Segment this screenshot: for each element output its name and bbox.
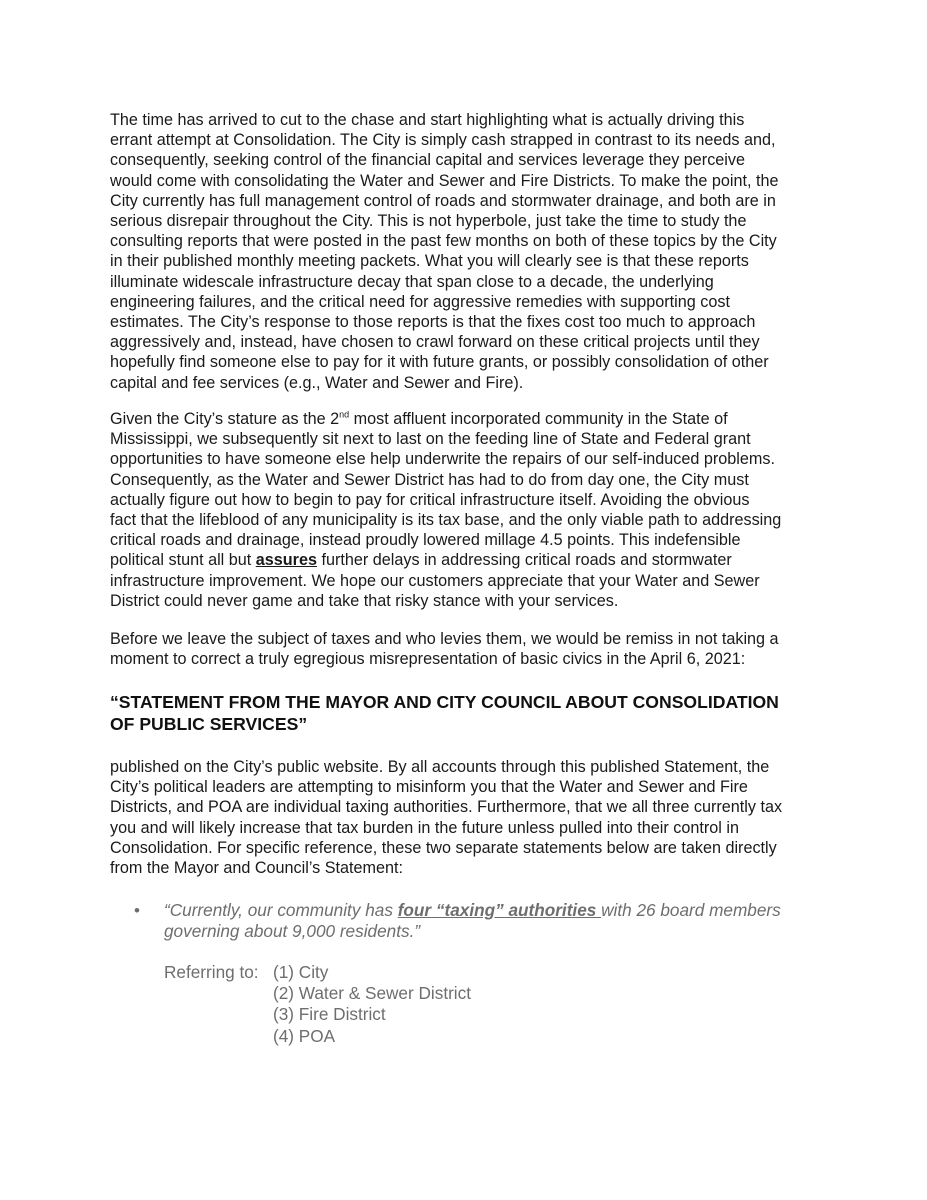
text-line: moment to correct a truly egregious misrepresentation of basic civics in the April 6, 2021:	[110, 650, 746, 669]
list-item: (4) POA	[273, 1025, 336, 1046]
text-line: fact that the lifeblood of any municipality is its tax base, and the only viable path to addressing	[110, 511, 782, 530]
text-line: The time has arrived to cut to the chase and start highlighting what is actually driving this	[110, 111, 745, 129]
list-item: (2) Water & Sewer District	[273, 983, 471, 1004]
statement-heading	[110, 692, 830, 735]
text-line: Mississippi, we subsequently sit next to last on the feeding line of State and Federal grant	[110, 430, 751, 449]
text-line: Consequently, as the Water and Sewer District has had to do from day one, the City must	[110, 470, 749, 489]
heading-line: OF PUBLIC SERVICES”	[110, 713, 308, 734]
text-line: consequently, seeking control of the financial capital and services leverage they perceive	[110, 151, 745, 170]
text-line: infrastructure improvement. We hope our customers appreciate that your Water and Sewer	[110, 571, 760, 590]
paragraph-tax-base	[110, 409, 830, 611]
text-line: capital and fee services (e.g., Water and Sewer and Fire).	[110, 373, 524, 392]
text-fragment: political stunt all but	[110, 551, 256, 570]
text-line	[110, 409, 830, 429]
text-line: illuminate widescale infrastructure decay that span close to a decade, the underlying	[110, 272, 714, 291]
text-line: hopefully find someone else to pay for it with future grants, or possibly consolidation of other	[110, 353, 769, 372]
text-line: errant attempt at Consolidation. The City is simply cash strapped in contrast to its needs and,	[110, 131, 776, 150]
quote-line: governing about 9,000 residents.”	[164, 920, 421, 941]
text-line: City’s political leaders are attempting to misinform you that the Water and Sewer and Fire	[110, 778, 748, 797]
list-item: (1) City	[273, 962, 329, 982]
text-line: opportunities to have someone else help underwrite the repairs of our self-induced problems.	[110, 450, 775, 469]
emphasis-taxing-authorities: four “taxing” authorities	[397, 900, 602, 920]
paragraph-taxing-authorities	[110, 757, 830, 878]
text-line: from the Mayor and Council’s Statement:	[110, 859, 404, 878]
text-line: engineering failures, and the critical need for aggressive remedies with supporting cost	[110, 292, 730, 311]
quote-line	[164, 900, 844, 921]
list-item: (3) Fire District	[273, 1004, 386, 1025]
text-line: serious disrepair throughout the City. This is not hyperbole, just take the time to study the	[110, 212, 747, 231]
text-line: actually figure out how to begin to pay for critical infrastructure itself. Avoiding the obvious	[110, 490, 750, 509]
reference-label: Referring to:	[164, 962, 259, 982]
ordinal-suffix: nd	[339, 409, 350, 420]
text-line: critical roads and drainage, instead proudly lowered millage 4.5 points. This indefensible	[110, 531, 741, 550]
paragraph-civics-correction	[110, 629, 830, 669]
text-line: Consolidation. For specific reference, these two separate statements below are taken directly	[110, 838, 777, 857]
text-line: District could never game and take that risky stance with your services.	[110, 591, 619, 610]
text-line: Districts, and POA are individual taxing authorities. Furthermore, that we all three currently tax	[110, 798, 783, 817]
text-line: published on the City’s public website. By all accounts through this published Statement, the	[110, 758, 770, 776]
text-fragment: further delays in addressing critical roads and stormwater	[316, 551, 732, 570]
text-line	[110, 550, 830, 570]
text-line: consulting reports that were posted in the past few months on both of these topics by the City	[110, 232, 777, 251]
text-fragment: Given the City’s stature as the 2	[110, 410, 340, 428]
text-line: Before we leave the subject of taxes and who levies them, we would be remiss in not taking a	[110, 630, 779, 648]
text-fragment: most affluent incorporated community in the State of	[349, 410, 728, 428]
quote-text	[164, 900, 844, 942]
paragraph-consolidation-motive	[110, 110, 830, 393]
text-line: City currently has full management control of roads and stormwater drainage, and both are in	[110, 191, 776, 210]
text-line: you and will likely increase that tax burden in the future unless pulled into their control in	[110, 818, 739, 837]
text-fragment: “Currently, our community has	[164, 900, 398, 920]
bullet-icon: •	[134, 901, 140, 920]
text-line: estimates. The City’s response to those reports is that the fixes cost too much to approach	[110, 313, 756, 332]
text-line: would come with consolidating the Water and Sewer and Fire Districts. To make the point, the	[110, 171, 779, 190]
emphasis-assures: assures	[255, 551, 317, 570]
text-line: aggressively and, instead, have chosen to crawl forward on these critical projects until they	[110, 333, 760, 352]
heading-line: “STATEMENT FROM THE MAYOR AND CITY COUNCIL ABOUT CONSOLIDATION	[110, 692, 779, 712]
text-fragment: with 26 board members	[601, 900, 781, 920]
reference-list	[273, 962, 573, 1047]
text-line: in their published monthly meeting packets. What you will clearly see is that these reports	[110, 252, 749, 271]
